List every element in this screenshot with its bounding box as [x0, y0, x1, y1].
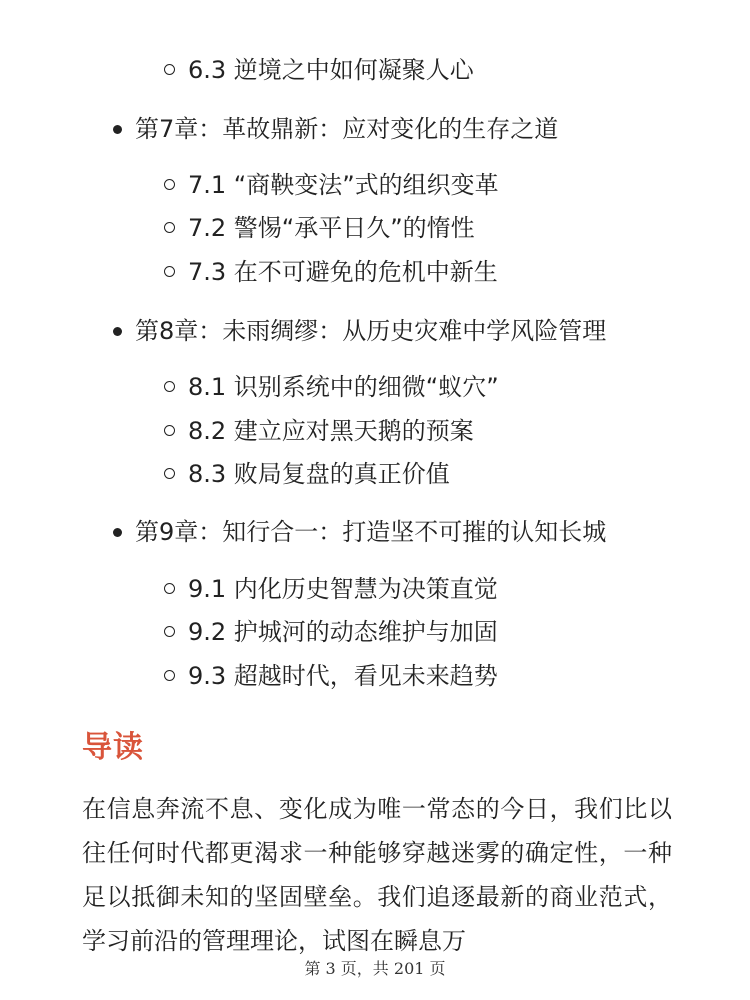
toc-section-8-1[interactable]	[188, 370, 499, 404]
toc-item-label: 9.1 内化历史智慧为决策直觉	[188, 575, 498, 603]
toc-section-7-2[interactable]	[188, 211, 475, 245]
toc-chapter-9[interactable]	[135, 515, 606, 549]
toc-item-label: 9.2 护城河的动态维护与加固	[188, 618, 498, 646]
toc-item-label: 第8章：未雨绸缪：从历史灾难中学风险管理	[135, 317, 607, 345]
toc-chapter-8[interactable]	[135, 314, 606, 348]
toc-item-label: 6.3 逆境之中如何凝聚人心	[188, 56, 474, 84]
filled-bullet-icon	[113, 327, 122, 336]
toc-item-label: 9.3 超越时代，看见未来趋势	[188, 662, 498, 690]
toc-item-label: 第7章：革故鼎新：应对变化的生存之道	[135, 115, 559, 143]
toc-section-8-2[interactable]	[188, 414, 474, 448]
hollow-bullet-icon	[164, 425, 175, 436]
toc-item-label: 8.3 败局复盘的真正价值	[188, 460, 450, 488]
toc-chapter-7[interactable]	[135, 112, 558, 146]
hollow-bullet-icon	[164, 266, 175, 277]
hollow-bullet-icon	[164, 583, 175, 594]
toc-item-label: 7.3 在不可避免的危机中新生	[188, 258, 498, 286]
section-heading: 导读	[82, 730, 144, 765]
toc-item-label: 7.1 “商鞅变法”式的组织变革	[188, 171, 499, 199]
toc-item-label: 7.2 警惕“承平日久”的惰性	[188, 214, 475, 242]
hollow-bullet-icon	[164, 468, 175, 479]
filled-bullet-icon	[113, 125, 122, 134]
toc-item-label: 8.2 建立应对黑天鹅的预案	[188, 417, 474, 445]
toc-section-6-3[interactable]	[188, 53, 474, 87]
hollow-bullet-icon	[164, 670, 175, 681]
hollow-bullet-icon	[164, 222, 175, 233]
hollow-bullet-icon	[164, 179, 175, 190]
intro-paragraph: 在信息奔流不息、变化成为唯一常态的今日，我们比以往任何时代都更渴求一种能够穿越迷雾的确定性，一种足以抵御未知的坚固壁垒。我们追逐最新的商业范式，学习前沿的管理理论，试图在瞬息万	[82, 795, 672, 955]
filled-bullet-icon	[113, 528, 122, 537]
toc-section-7-3[interactable]	[188, 255, 498, 289]
hollow-bullet-icon	[164, 381, 175, 392]
toc-section-9-3[interactable]	[188, 659, 498, 693]
toc-item-label: 第9章：知行合一：打造坚不可摧的认知长城	[135, 518, 607, 546]
toc-section-8-3[interactable]	[188, 457, 450, 491]
hollow-bullet-icon	[164, 64, 175, 75]
toc-item-label: 8.1 识别系统中的细微“蚁穴”	[188, 373, 499, 401]
toc-section-9-1[interactable]	[188, 572, 498, 606]
hollow-bullet-icon	[164, 626, 175, 637]
page-number: 第 3 页，共 201 页	[304, 959, 446, 978]
toc-section-9-2[interactable]	[188, 615, 498, 649]
toc-section-7-1[interactable]	[188, 168, 499, 202]
